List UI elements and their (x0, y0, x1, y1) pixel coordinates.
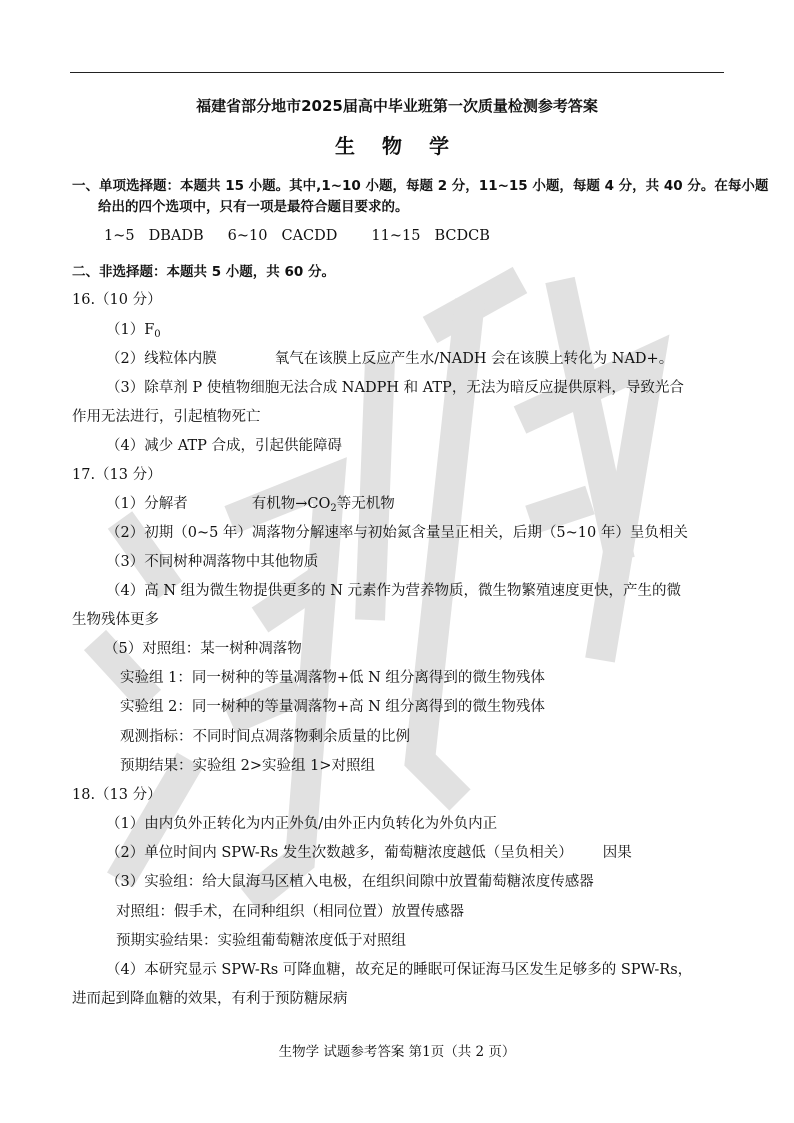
q18-label: 18.（13 分） (72, 787, 162, 803)
watermark-stroke-8 (430, 280, 520, 330)
section1-heading-line1: 一、单项选择题：本题共 15 小题。其中,1~10 小题，每题 2 分，11~15 小题，每题 4 分，共 40 分。在每小题 (72, 178, 769, 194)
watermark-stroke-4 (230, 480, 330, 900)
mc-value-1: DBADB (148, 228, 204, 244)
q16-a1-text: （1）F (106, 322, 155, 338)
section2-heading: 二、非选择题：本题共 5 小题，共 60 分。 (72, 264, 335, 280)
q17-answer-4-line2: 生物残体更多 (72, 612, 159, 628)
section1-heading-line2: 给出的四个选项中，只有一项是最符合题目要求的。 (98, 199, 409, 215)
mc-value-3: BCDCB (434, 228, 490, 244)
q17-answer-2: （2）初期（0~5 年）凋落物分解速率与初始氮含量呈正相关，后期（5~10 年）呈负相关 (106, 525, 688, 541)
q16-answer-3-line2: 作用无法进行，引起植物死亡 (72, 409, 261, 425)
mc-range-1: 1~5 (104, 228, 135, 244)
q17-a1-part2-post: 等无机物 (336, 496, 395, 512)
mc-range-2: 6~10 (227, 228, 268, 244)
q17-answer-5-control: （5）对照组：某一树种凋落物 (104, 641, 302, 657)
mc-range-3: 11~15 (371, 228, 421, 244)
q16-a1-sub: 0 (154, 329, 161, 340)
q16-label: 16.（10 分） (72, 292, 162, 308)
mc-answers (104, 226, 490, 246)
q16-a2-part2: 氧气在该膜上反应产生水/NADH 会在该膜上转化为 NAD+。 (274, 351, 674, 367)
watermark-stroke-9 (420, 300, 470, 800)
page-footer: 生物学 试题参考答案 第1页（共 2 页） (278, 1044, 516, 1060)
q18-answer-4-line2: 进而起到降血糖的效果，有利于预防糖尿病 (72, 991, 348, 1007)
q18-a2-part2: 因果 (602, 845, 632, 861)
q17-answer-5-exp2: 实验组 2：同一树种的等量凋落物+高 N 组分离得到的微生物残体 (120, 699, 545, 715)
q18-a2-part1: （2）单位时间内 SPW-Rs 发生次数越多，葡萄糖浓度越低（呈负相关） (106, 845, 573, 861)
q17-answer-5-exp1: 实验组 1：同一树种的等量凋落物+低 N 组分离得到的微生物残体 (120, 670, 545, 686)
mc-value-2: CACDD (281, 228, 338, 244)
q16-a2-part1: （2）线粒体内膜 (106, 351, 217, 367)
q17-a1-part2-pre: 有机物→CO (251, 496, 331, 512)
q17-a1-sub: 2 (330, 503, 337, 514)
q17-a1-part1: （1）分解者 (106, 496, 188, 512)
document-title: 福建省部分地市2025届高中毕业班第一次质量检测参考答案 (196, 97, 598, 115)
q17-answer-1 (106, 494, 395, 514)
q16-answer-4: （4）减少 ATP 合成，引起供能障碍 (106, 438, 343, 454)
q18-answer-3-result: 预期实验结果：实验组葡萄糖浓度低于对照组 (116, 933, 406, 949)
q16-answer-3-line1: （3）除草剂 P 使植物细胞无法合成 NADPH 和 ATP，无法为暗反应提供原料，导致光合 (106, 380, 684, 396)
q18-answer-3-control: 对照组：假手术，在同种组织（相同位置）放置传感器 (116, 904, 464, 920)
watermark-stroke-10 (520, 360, 650, 660)
watermark-stroke-12 (530, 500, 590, 520)
q17-answer-3: （3）不同树种凋落物中其他物质 (106, 554, 319, 570)
q16-answer-1 (106, 320, 161, 340)
top-rule (70, 72, 724, 73)
subject-title: 生 物 学 (335, 134, 459, 158)
q16-answer-2 (106, 349, 673, 369)
q18-answer-3-exp: （3）实验组：给大鼠海马区植入电极，在组织间隙中放置葡萄糖浓度传感器 (106, 874, 594, 890)
q17-answer-5-metric: 观测指标：不同时间点凋落物剩余质量的比例 (120, 729, 410, 745)
q18-answer-1: （1）由内负外正转化为内正外负/由外正内负转化为外负内正 (106, 816, 498, 832)
watermark-stroke-11 (560, 280, 620, 560)
q18-answer-2 (106, 843, 632, 863)
q17-label: 17.（13 分） (72, 467, 162, 483)
q17-answer-4-line1: （4）高 N 组为微生物提供更多的 N 元素作为营养物质，微生物繁殖速度更快，产生的微 (106, 583, 682, 599)
q17-answer-5-result: 预期结果：实验组 2>实验组 1>对照组 (120, 758, 375, 774)
q18-answer-4-line1: （4）本研究显示 SPW-Rs 可降血糖，故充足的睡眠可保证海马区发生足够多的 SPW-Rs， (106, 962, 693, 978)
